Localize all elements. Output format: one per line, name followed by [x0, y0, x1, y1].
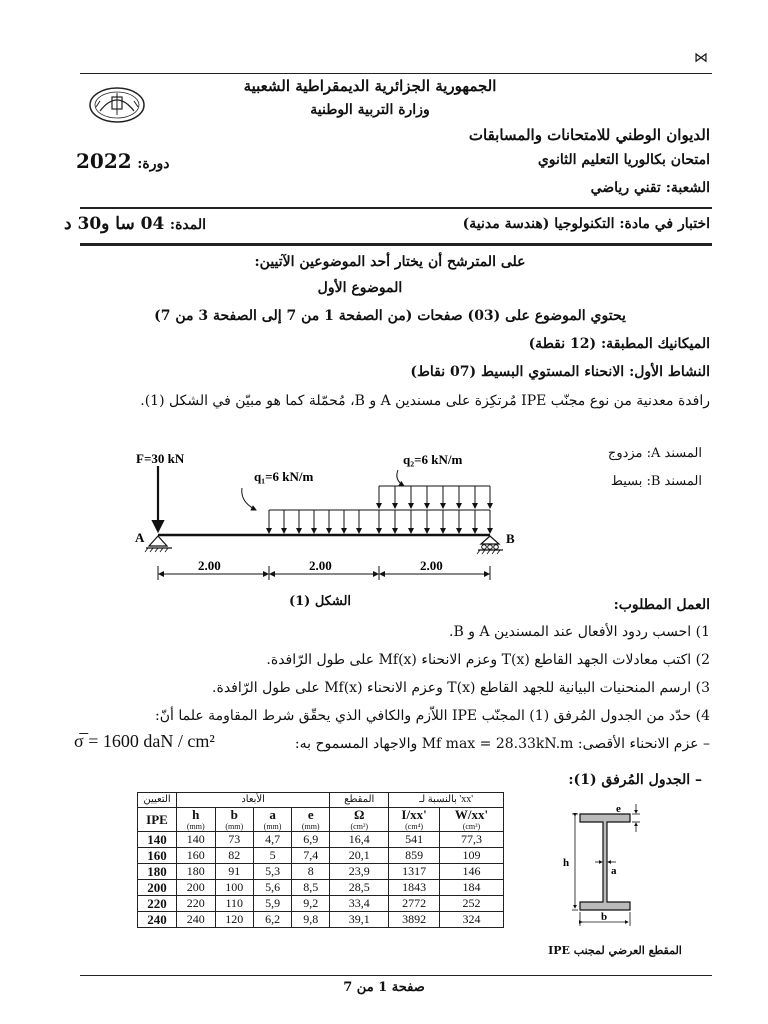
label-h: h: [563, 857, 570, 869]
span-2-label: 2.00: [309, 558, 332, 573]
table-cell: 324: [439, 912, 503, 928]
table-cell: 91: [215, 864, 254, 880]
unit-text: (mm): [186, 822, 205, 831]
task-item-1: 1) احسب ردود الأفعال عند المسندين A و B.: [449, 624, 710, 640]
task-item-4: 4) حدّد من الجدول المُرفق (1) المجنّب IPE اللاّزم والكافي الذي يحقّق شرط المقاومة علما أنّ:: [155, 708, 710, 724]
mechanics-title: الميكانيك المطبقة: (12 نقطة): [528, 336, 710, 352]
ipe-table: [137, 792, 504, 928]
branch-title: الشعبة: تقني رياضي: [590, 180, 710, 196]
task-item-3: 3) ارسم المنحنيات البيانية للجهد القاطع T(x) وعزم الانحناء Mf(x) على طول الرّافدة.: [212, 680, 710, 696]
ipe-profile-shape: [580, 814, 630, 910]
symbol-text: b: [230, 807, 238, 822]
tasks-title: العمل المطلوب:: [613, 597, 710, 613]
symbol-cell: [389, 808, 440, 832]
symbol-text: a: [269, 807, 276, 822]
choose-instruction: على المترشح أن يختار أحد الموضوعين الآتيين:: [254, 254, 526, 270]
table-cell: 73: [215, 832, 254, 848]
header-designation: التعيين: [138, 793, 177, 808]
session-label: دورة:: [137, 156, 170, 172]
unit-text: (cm²): [350, 822, 368, 831]
label-e: e: [616, 803, 621, 815]
table-cell: 100: [215, 880, 254, 896]
table-cell: 120: [215, 912, 254, 928]
table-cell: 200: [177, 880, 216, 896]
moment-line: – عزم الانحناء الأقصى: Mf max = 28.33kN.m والاجهاد المسموح به:: [294, 736, 710, 752]
table-cell: 5,6: [254, 880, 292, 896]
table-cell: 7,4: [292, 848, 330, 864]
table-cell: 180: [177, 864, 216, 880]
table-cell: 5,3: [254, 864, 292, 880]
table-cell: 5,9: [254, 896, 292, 912]
subject-rule: [80, 243, 712, 246]
exam-title: امتحان بكالوريا التعليم الثانوي: [537, 152, 710, 168]
table-cell: 160: [138, 848, 177, 864]
table-cell: 39,1: [330, 912, 389, 928]
table-cell: 541: [389, 832, 440, 848]
table-row: [138, 832, 504, 848]
subject-title: اختبار في مادة: التكنولوجيا (هندسة مدنية): [462, 216, 710, 232]
table-cell: 160: [177, 848, 216, 864]
force-label: F=30 kN: [136, 451, 185, 466]
table-cell: 110: [215, 896, 254, 912]
table-cell: 180: [138, 864, 177, 880]
distributed-load-q1: [269, 510, 490, 533]
table-title: – الجدول المُرفق (1):: [568, 772, 702, 788]
support-a-label: A: [135, 530, 145, 545]
header-relative: بالنسبة لـ 'xx': [389, 793, 504, 808]
support-b-icon: [477, 536, 503, 554]
table-cell: 77,3: [439, 832, 503, 848]
table-row: [138, 848, 504, 864]
header-rule: [80, 207, 712, 209]
symbol-text: Ω: [354, 807, 365, 822]
symbol-text: W/xx': [454, 807, 489, 822]
corner-symbol: ⋈: [694, 50, 708, 66]
table-row: [138, 912, 504, 928]
table-cell: 1843: [389, 880, 440, 896]
table-cell: 140: [138, 832, 177, 848]
duration-label: المدة:: [169, 217, 207, 233]
table-cell: 6,2: [254, 912, 292, 928]
duration-value: 04 سا و30 د: [64, 214, 165, 234]
span-1-label: 2.00: [198, 558, 221, 573]
span-3-label: 2.00: [420, 558, 443, 573]
header-section: المقطع: [330, 793, 389, 808]
table-cell: 4,7: [254, 832, 292, 848]
unit-text: (mm): [301, 822, 320, 831]
symbol-cell: [292, 808, 330, 832]
symbol-cell: [138, 808, 177, 832]
table-cell: 3892: [389, 912, 440, 928]
table-cell: 6,9: [292, 832, 330, 848]
support-b-description: المسند B: بسيط: [610, 474, 702, 489]
symbol-cell: [177, 808, 216, 832]
support-a-icon: [145, 536, 172, 552]
symbol-cell: [215, 808, 254, 832]
session-info: [76, 149, 170, 173]
page-number: صفحة 1 من 7: [343, 980, 425, 995]
support-b-label: B: [506, 531, 515, 546]
header-dimensions: الأبعاد: [177, 793, 330, 808]
table-cell: 82: [215, 848, 254, 864]
table-cell: 220: [138, 896, 177, 912]
ministry-logo-icon: [86, 85, 148, 125]
session-year: 2022: [76, 149, 132, 173]
pages-info: يحتوي الموضوع على (03) صفحات (من الصفحة 1 من 7 إلى الصفحة 3 من 7): [154, 308, 626, 324]
table-row: [138, 864, 504, 880]
table-row: [138, 896, 504, 912]
figure-caption: الشكل (1): [288, 594, 352, 609]
table-cell: 5: [254, 848, 292, 864]
table-cell: 16,4: [330, 832, 389, 848]
ministry-title: وزارة التربية الوطنية: [310, 102, 430, 118]
table-row: [138, 880, 504, 896]
table-cell: 2772: [389, 896, 440, 912]
q2-label: q₂=6 kN/m: [403, 452, 463, 467]
table-cell: 252: [439, 896, 503, 912]
symbol-text: I/xx': [401, 807, 427, 822]
problem-statement: رافدة معدنية من نوع مجنّب IPE مُرتكِزة على مسندين A و B، مُحمّلة كما هو مبيّن في الشكل (1).: [140, 393, 710, 409]
table-cell: 240: [177, 912, 216, 928]
symbol-cell: [439, 808, 503, 832]
footer-rule: [80, 975, 712, 976]
table-symbol-row: [138, 808, 504, 832]
unit-text: (mm): [225, 822, 244, 831]
support-a-description: المسند A: مزدوج: [607, 446, 702, 461]
symbol-text: e: [307, 807, 314, 822]
task-item-2: 2) اكتب معادلات الجهد القاطع T(x) وعزم الانحناء Mf(x) على طول الرّافدة.: [266, 652, 710, 668]
label-a: a: [611, 865, 617, 877]
unit-text: (mm): [263, 822, 282, 831]
top-rule: [80, 73, 712, 74]
symbol-text: h: [192, 807, 200, 822]
table-cell: 8: [292, 864, 330, 880]
republic-title: الجمهورية الجزائرية الديمقراطية الشعبية: [243, 77, 497, 95]
section-caption: المقطع العرضي لمجنب IPE: [548, 944, 682, 957]
table-cell: 1317: [389, 864, 440, 880]
label-b: b: [601, 911, 608, 923]
table-cell: 240: [138, 912, 177, 928]
table-cell: 8,5: [292, 880, 330, 896]
q1-label: q₁=6 kN/m: [254, 469, 314, 484]
table-cell: 23,9: [330, 864, 389, 880]
table-cell: 33,4: [330, 896, 389, 912]
unit-text: (cm⁴): [405, 822, 424, 831]
table-cell: 20,1: [330, 848, 389, 864]
unit-text: (cm³): [462, 822, 481, 831]
table-cell: 200: [138, 880, 177, 896]
symbol-cell: [330, 808, 389, 832]
office-title: الديوان الوطني للامتحانات والمسابقات: [468, 126, 710, 144]
table-cell: 109: [439, 848, 503, 864]
symbol-cell: [254, 808, 292, 832]
duration-info: [64, 214, 206, 234]
table-cell: 28,5: [330, 880, 389, 896]
distributed-load-q2: [379, 486, 490, 508]
table-cell: 220: [177, 896, 216, 912]
activity-title: النشاط الأول: الانحناء المستوي البسيط (07 نقاط): [410, 364, 710, 380]
table-cell: 140: [177, 832, 216, 848]
table-cell: 9,8: [292, 912, 330, 928]
allowable-stress: σ̅ = 1600 daN / cm²: [74, 731, 215, 751]
table-cell: 859: [389, 848, 440, 864]
table-group-header-row: [138, 793, 504, 808]
topic-title: الموضوع الأول: [317, 280, 403, 296]
table-cell: 9,2: [292, 896, 330, 912]
ipe-section-figure: [550, 800, 660, 940]
table-cell: 184: [439, 880, 503, 896]
symbol-text: IPE: [146, 811, 168, 827]
table-cell: 146: [439, 864, 503, 880]
